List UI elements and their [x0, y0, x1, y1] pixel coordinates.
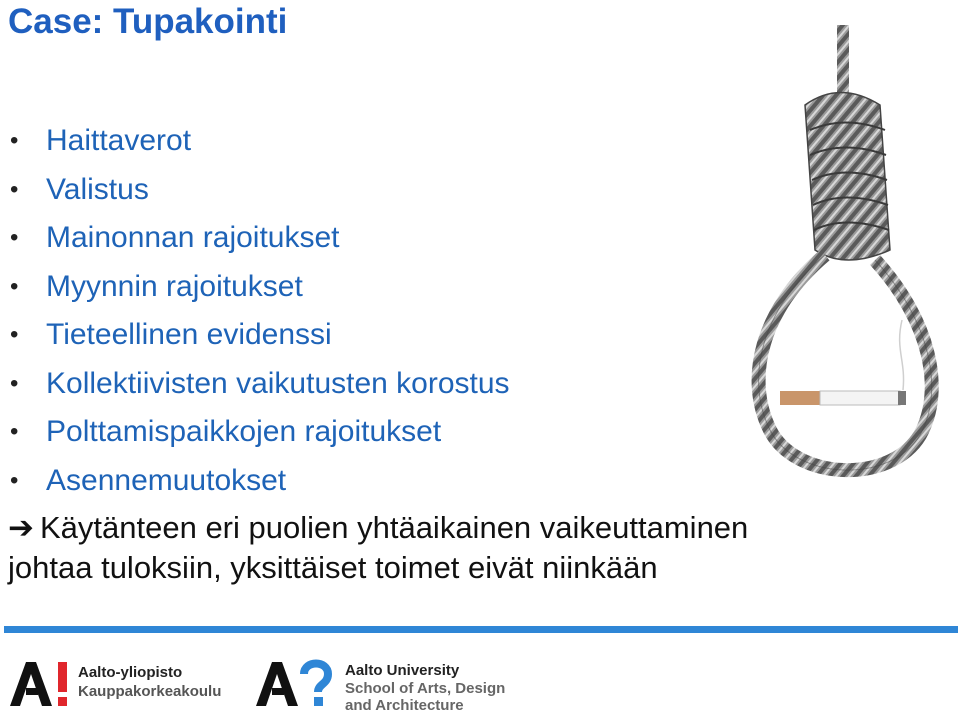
bullet-text: Kollektiivisten vaikutusten korostus	[46, 366, 510, 400]
list-item	[10, 457, 510, 506]
bullet-dot: •	[10, 175, 19, 203]
bullet-text: Valistus	[46, 172, 149, 206]
aalto-exclamation-logo	[6, 656, 70, 708]
conclusion-line-1: Käytänteen eri puolien yhtäaikainen vaikeuttaminen	[39, 510, 749, 545]
bullet-dot: •	[10, 224, 19, 251]
slide-title: Case: Tupakointi	[8, 2, 288, 41]
list-item	[10, 214, 510, 263]
bullet-dot: •	[10, 466, 19, 494]
conclusion-line-2: johtaa tuloksiin, yksittäiset toimet eivät niinkään	[8, 550, 658, 585]
bullet-text: Tieteellinen evidenssi	[46, 318, 332, 351]
bullet-dot: •	[10, 272, 19, 300]
aalto-question-logo	[254, 656, 334, 708]
list-item	[10, 311, 510, 360]
bullet-text: Asennemuutokset	[46, 463, 287, 497]
logo2-subtitle-1: School of Arts, Design	[345, 680, 506, 697]
bullet-text: Haittaverot	[46, 124, 192, 157]
bullet-text: Myynnin rajoitukset	[46, 269, 303, 303]
footer-divider	[4, 626, 958, 633]
list-item	[10, 166, 510, 215]
bullet-dot: •	[10, 369, 19, 397]
cigarette-icon	[780, 320, 906, 405]
logo1-subtitle: Kauppakorkeakoulu	[78, 683, 222, 700]
list-item	[10, 360, 510, 409]
list-item	[10, 408, 510, 457]
logo2-subtitle-2: and Architecture	[345, 697, 464, 714]
arrow-icon: ➔	[8, 510, 34, 545]
list-item	[10, 117, 510, 166]
bullet-dot: •	[10, 418, 19, 445]
bullet-dot: •	[10, 321, 19, 348]
bullet-dot: •	[10, 127, 19, 154]
conclusion-text	[8, 508, 748, 588]
logo2-name: Aalto University	[345, 662, 460, 679]
bullet-text: Mainonnan rajoitukset	[46, 221, 340, 254]
bullet-text: Polttamispaikkojen rajoitukset	[46, 415, 442, 448]
bullet-list	[10, 117, 510, 505]
list-item	[10, 263, 510, 312]
logo1-name: Aalto-yliopisto	[78, 664, 183, 681]
noose-with-cigarette-illustration	[740, 20, 950, 495]
